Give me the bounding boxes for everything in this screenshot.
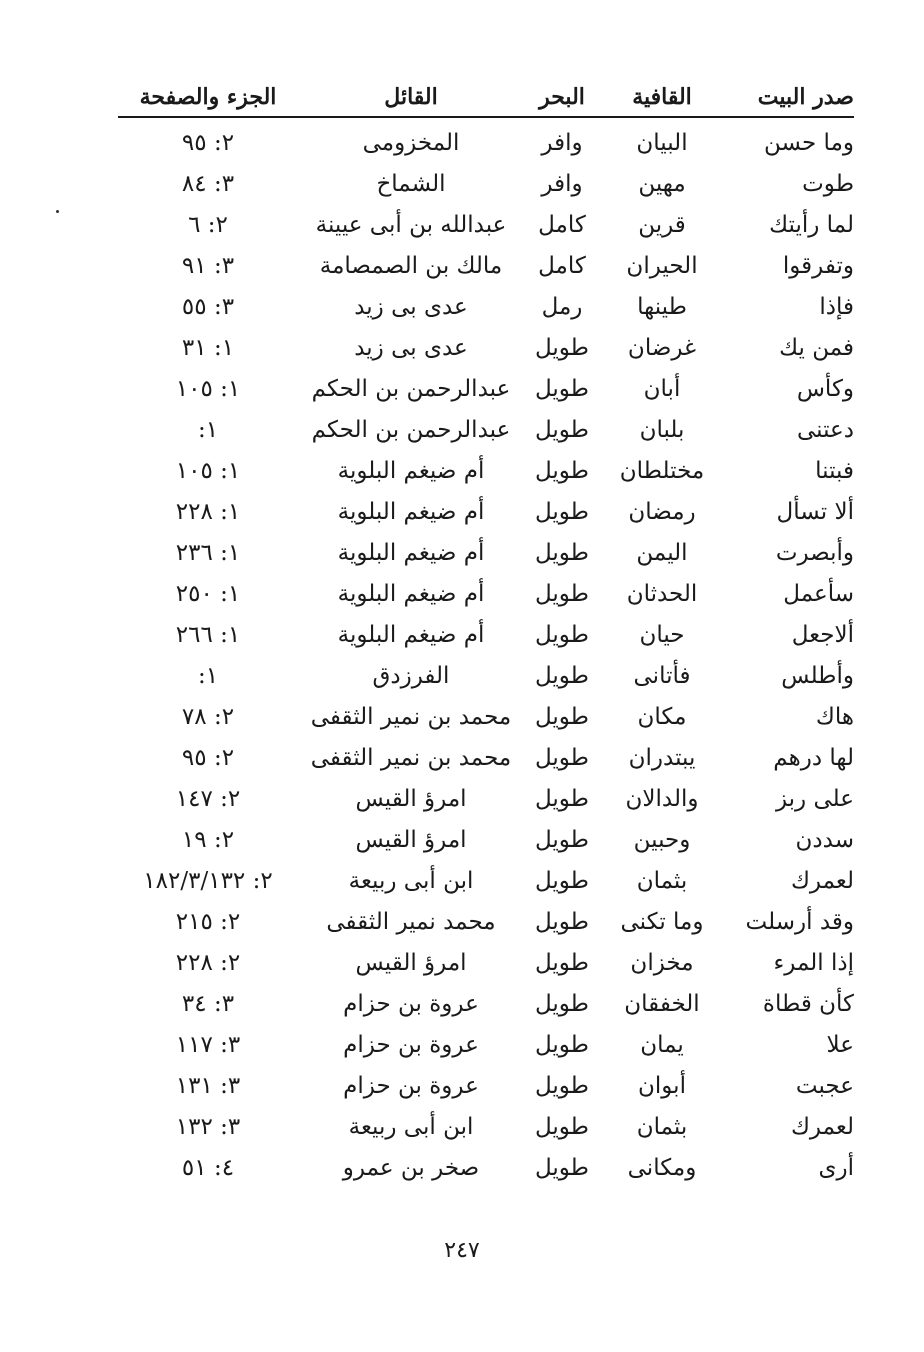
page-number: ٢٤٧	[444, 1238, 480, 1263]
meter-cell: وافر	[541, 170, 583, 197]
table-row	[118, 286, 854, 327]
meter-cell: طويل	[534, 744, 589, 771]
poet-cell: محمد بن نمير الثقفى	[310, 703, 512, 730]
table-body	[118, 122, 854, 1188]
verse-cell: سددن	[795, 826, 854, 853]
verse-cell: ألا تسأل	[776, 498, 854, 525]
table-row	[118, 122, 854, 163]
volume-page-cell: ٣: ٩١	[181, 252, 235, 279]
verse-cell: هاك	[815, 703, 854, 730]
rhyme-cell: مخزان	[630, 949, 694, 976]
volume-page-cell: ١: ٣١	[181, 334, 235, 361]
header-volume-page: الجزء والصفحة	[139, 84, 277, 110]
rhyme-cell: حيان	[639, 621, 685, 648]
rhyme-cell: وحبين	[633, 826, 691, 853]
meter-cell: طويل	[534, 785, 589, 812]
table-row	[118, 491, 854, 532]
poet-cell: أم ضيغم البلوية	[337, 621, 485, 648]
meter-cell: طويل	[534, 580, 589, 607]
poet-cell: عدى بى زيد	[354, 334, 468, 361]
table-row	[118, 245, 854, 286]
verse-cell: وأبصرت	[775, 539, 854, 566]
table-row	[118, 1065, 854, 1106]
verse-cell: إذا المرء	[773, 949, 854, 976]
volume-page-cell: ٣: ١٣١	[175, 1072, 241, 1099]
meter-cell: طويل	[534, 334, 589, 361]
poet-cell: عروة بن حزام	[343, 1072, 479, 1099]
rhyme-cell: طينها	[637, 293, 687, 320]
verse-cell: لعمرك	[790, 867, 854, 894]
poet-cell: المخزومى	[362, 129, 460, 156]
verse-cell: دعتنى	[796, 416, 854, 443]
rhyme-cell: أبان	[643, 375, 681, 402]
table-row	[118, 204, 854, 245]
verse-cell: لها درهم	[773, 744, 854, 771]
table-row	[118, 696, 854, 737]
poet-cell: الشماخ	[376, 170, 446, 197]
table-row	[118, 983, 854, 1024]
volume-page-cell: ١: ١٠٥	[175, 457, 241, 484]
poet-cell: أم ضيغم البلوية	[337, 580, 485, 607]
volume-page-cell: ٢: ٩٥	[181, 744, 235, 771]
table-row	[118, 1147, 854, 1188]
rhyme-cell: والدالان	[625, 785, 699, 812]
volume-page-cell: ٤: ٥١	[181, 1154, 235, 1181]
meter-cell: طويل	[534, 1031, 589, 1058]
rhyme-cell: الحيران	[626, 252, 698, 279]
meter-cell: طويل	[534, 703, 589, 730]
rhyme-cell: مكان	[637, 703, 687, 730]
meter-cell: طويل	[534, 990, 589, 1017]
table-row	[118, 368, 854, 409]
poet-cell: امرؤ القيس	[355, 949, 467, 976]
rhyme-cell: البيان	[636, 129, 688, 156]
table-row	[118, 327, 854, 368]
rhyme-cell: أبوان	[638, 1072, 686, 1099]
poet-cell: محمد بن نمير الثقفى	[310, 744, 512, 771]
meter-cell: وافر	[541, 129, 583, 156]
rhyme-cell: فأتانى	[633, 662, 691, 689]
volume-page-cell: ١:	[197, 662, 219, 689]
volume-page-cell: ٢: ١٨٢/٣/١٣٢	[143, 867, 273, 894]
header-meter: البحر	[539, 84, 585, 110]
meter-cell: طويل	[534, 375, 589, 402]
rhyme-cell: وما تكنى	[620, 908, 704, 935]
poet-cell: ابن أبى ربيعة	[348, 1113, 474, 1140]
volume-page-cell: ١: ٢٦٦	[175, 621, 241, 648]
meter-cell: طويل	[534, 662, 589, 689]
table-header-row	[118, 78, 854, 116]
volume-page-cell: ٢: ٢١٥	[175, 908, 241, 935]
rhyme-cell: ومكانى	[627, 1154, 697, 1181]
verse-cell: وقد أرسلت	[745, 908, 854, 935]
poet-cell: عروة بن حزام	[343, 990, 479, 1017]
table-row	[118, 737, 854, 778]
table-row	[118, 901, 854, 942]
rhyme-cell: مهين	[638, 170, 686, 197]
rhyme-cell: غرضان	[627, 334, 697, 361]
table-row	[118, 942, 854, 983]
table-row	[118, 1106, 854, 1147]
meter-cell: طويل	[534, 1072, 589, 1099]
verse-cell: فبتنا	[815, 457, 854, 484]
volume-page-cell: ١: ٢٥٠	[175, 580, 241, 607]
verse-cell: كأن قطاة	[762, 990, 854, 1017]
volume-page-cell: ٢: ٧٨	[181, 703, 235, 730]
poet-cell: عدى بى زيد	[354, 293, 468, 320]
volume-page-cell: ٣: ١١٧	[175, 1031, 241, 1058]
volume-page-cell: ٢: ٩٥	[181, 129, 235, 156]
rhyme-cell: اليمن	[636, 539, 688, 566]
rhyme-cell: الحدثان	[626, 580, 698, 607]
meter-cell: كامل	[538, 211, 586, 238]
verse-cell: على ربز	[775, 785, 854, 812]
table-row	[118, 573, 854, 614]
poet-cell: أم ضيغم البلوية	[337, 539, 485, 566]
poet-cell: مالك بن الصمصامة	[319, 252, 503, 279]
poet-cell: عروة بن حزام	[343, 1031, 479, 1058]
verse-cell: فمن يك	[779, 334, 854, 361]
verse-cell: وتفرقوا	[782, 252, 854, 279]
rhyme-cell: بثمان	[636, 1113, 688, 1140]
meter-cell: طويل	[534, 416, 589, 443]
volume-page-cell: ٣: ٣٤	[181, 990, 235, 1017]
poet-cell: عبدالرحمن بن الحكم	[311, 416, 511, 443]
table-row	[118, 1024, 854, 1065]
meter-cell: طويل	[534, 949, 589, 976]
volume-page-cell: ١: ٢٣٦	[175, 539, 241, 566]
verse-cell: عجبت	[795, 1072, 854, 1099]
poet-cell: عبدالله بن أبى عيينة	[315, 211, 507, 238]
volume-page-cell: ٣: ٨٤	[181, 170, 235, 197]
verse-cell: وأطلس	[781, 662, 854, 689]
table-row	[118, 655, 854, 696]
poet-cell: أم ضيغم البلوية	[337, 457, 485, 484]
table-row	[118, 409, 854, 450]
meter-cell: طويل	[534, 1154, 589, 1181]
meter-cell: طويل	[534, 826, 589, 853]
header-rhyme: القافية	[632, 84, 692, 110]
table-row	[118, 450, 854, 491]
volume-page-cell: ١:	[197, 416, 219, 443]
header-rule	[118, 116, 854, 118]
volume-page-cell: ٢: ١٤٧	[175, 785, 241, 812]
table-row	[118, 860, 854, 901]
poet-cell: امرؤ القيس	[355, 826, 467, 853]
volume-page-cell: ١: ١٠٥	[175, 375, 241, 402]
volume-page-cell: ٢: ٦	[188, 211, 228, 238]
poet-cell: عبدالرحمن بن الحكم	[311, 375, 511, 402]
verse-cell: فإذا	[819, 293, 854, 320]
volume-page-cell: ٣: ١٣٢	[175, 1113, 241, 1140]
poet-cell: محمد نمير الثقفى	[326, 908, 496, 935]
meter-cell: طويل	[534, 867, 589, 894]
meter-cell: طويل	[534, 621, 589, 648]
rhyme-cell: رمضان	[628, 498, 696, 525]
meter-cell: طويل	[534, 498, 589, 525]
rhyme-cell: مختلطان	[619, 457, 705, 484]
meter-cell: طويل	[534, 539, 589, 566]
poet-cell: امرؤ القيس	[355, 785, 467, 812]
table-row	[118, 532, 854, 573]
poet-cell: أم ضيغم البلوية	[337, 498, 485, 525]
meter-cell: طويل	[534, 908, 589, 935]
verse-cell: وما حسن	[764, 129, 854, 156]
verse-cell: لما رأيتك	[769, 211, 854, 238]
rhyme-cell: بثمان	[636, 867, 688, 894]
volume-page-cell: ٢: ٢٢٨	[175, 949, 241, 976]
rhyme-cell: قرين	[638, 211, 686, 238]
verse-cell: علا	[826, 1031, 854, 1058]
meter-cell: كامل	[538, 252, 586, 279]
verse-cell: لعمرك	[790, 1113, 854, 1140]
stray-ink-dot	[56, 210, 59, 213]
meter-cell: رمل	[541, 293, 583, 320]
meter-cell: طويل	[534, 457, 589, 484]
verse-index-table	[118, 78, 854, 1188]
verse-cell: وكأس	[796, 375, 854, 402]
header-verse: صدر البيت	[757, 84, 854, 110]
rhyme-cell: الخفقان	[624, 990, 700, 1017]
verse-cell: طوت	[802, 170, 854, 197]
poet-cell: ابن أبى ربيعة	[348, 867, 474, 894]
table-row	[118, 778, 854, 819]
volume-page-cell: ١: ٢٢٨	[175, 498, 241, 525]
verse-cell: ألاجعل	[791, 621, 854, 648]
poet-cell: الفرزدق	[372, 662, 450, 689]
poet-cell: صخر بن عمرو	[342, 1154, 480, 1181]
rhyme-cell: بلبان	[639, 416, 685, 443]
rhyme-cell: يمان	[640, 1031, 684, 1058]
volume-page-cell: ٢: ١٩	[181, 826, 235, 853]
meter-cell: طويل	[534, 1113, 589, 1140]
verse-cell: أرى	[818, 1154, 854, 1181]
rhyme-cell: يبتدران	[628, 744, 696, 771]
volume-page-cell: ٣: ٥٥	[181, 293, 235, 320]
table-row	[118, 819, 854, 860]
header-poet: القائل	[384, 84, 438, 110]
table-row	[118, 614, 854, 655]
table-row	[118, 163, 854, 204]
verse-cell: سأعمل	[783, 580, 854, 607]
